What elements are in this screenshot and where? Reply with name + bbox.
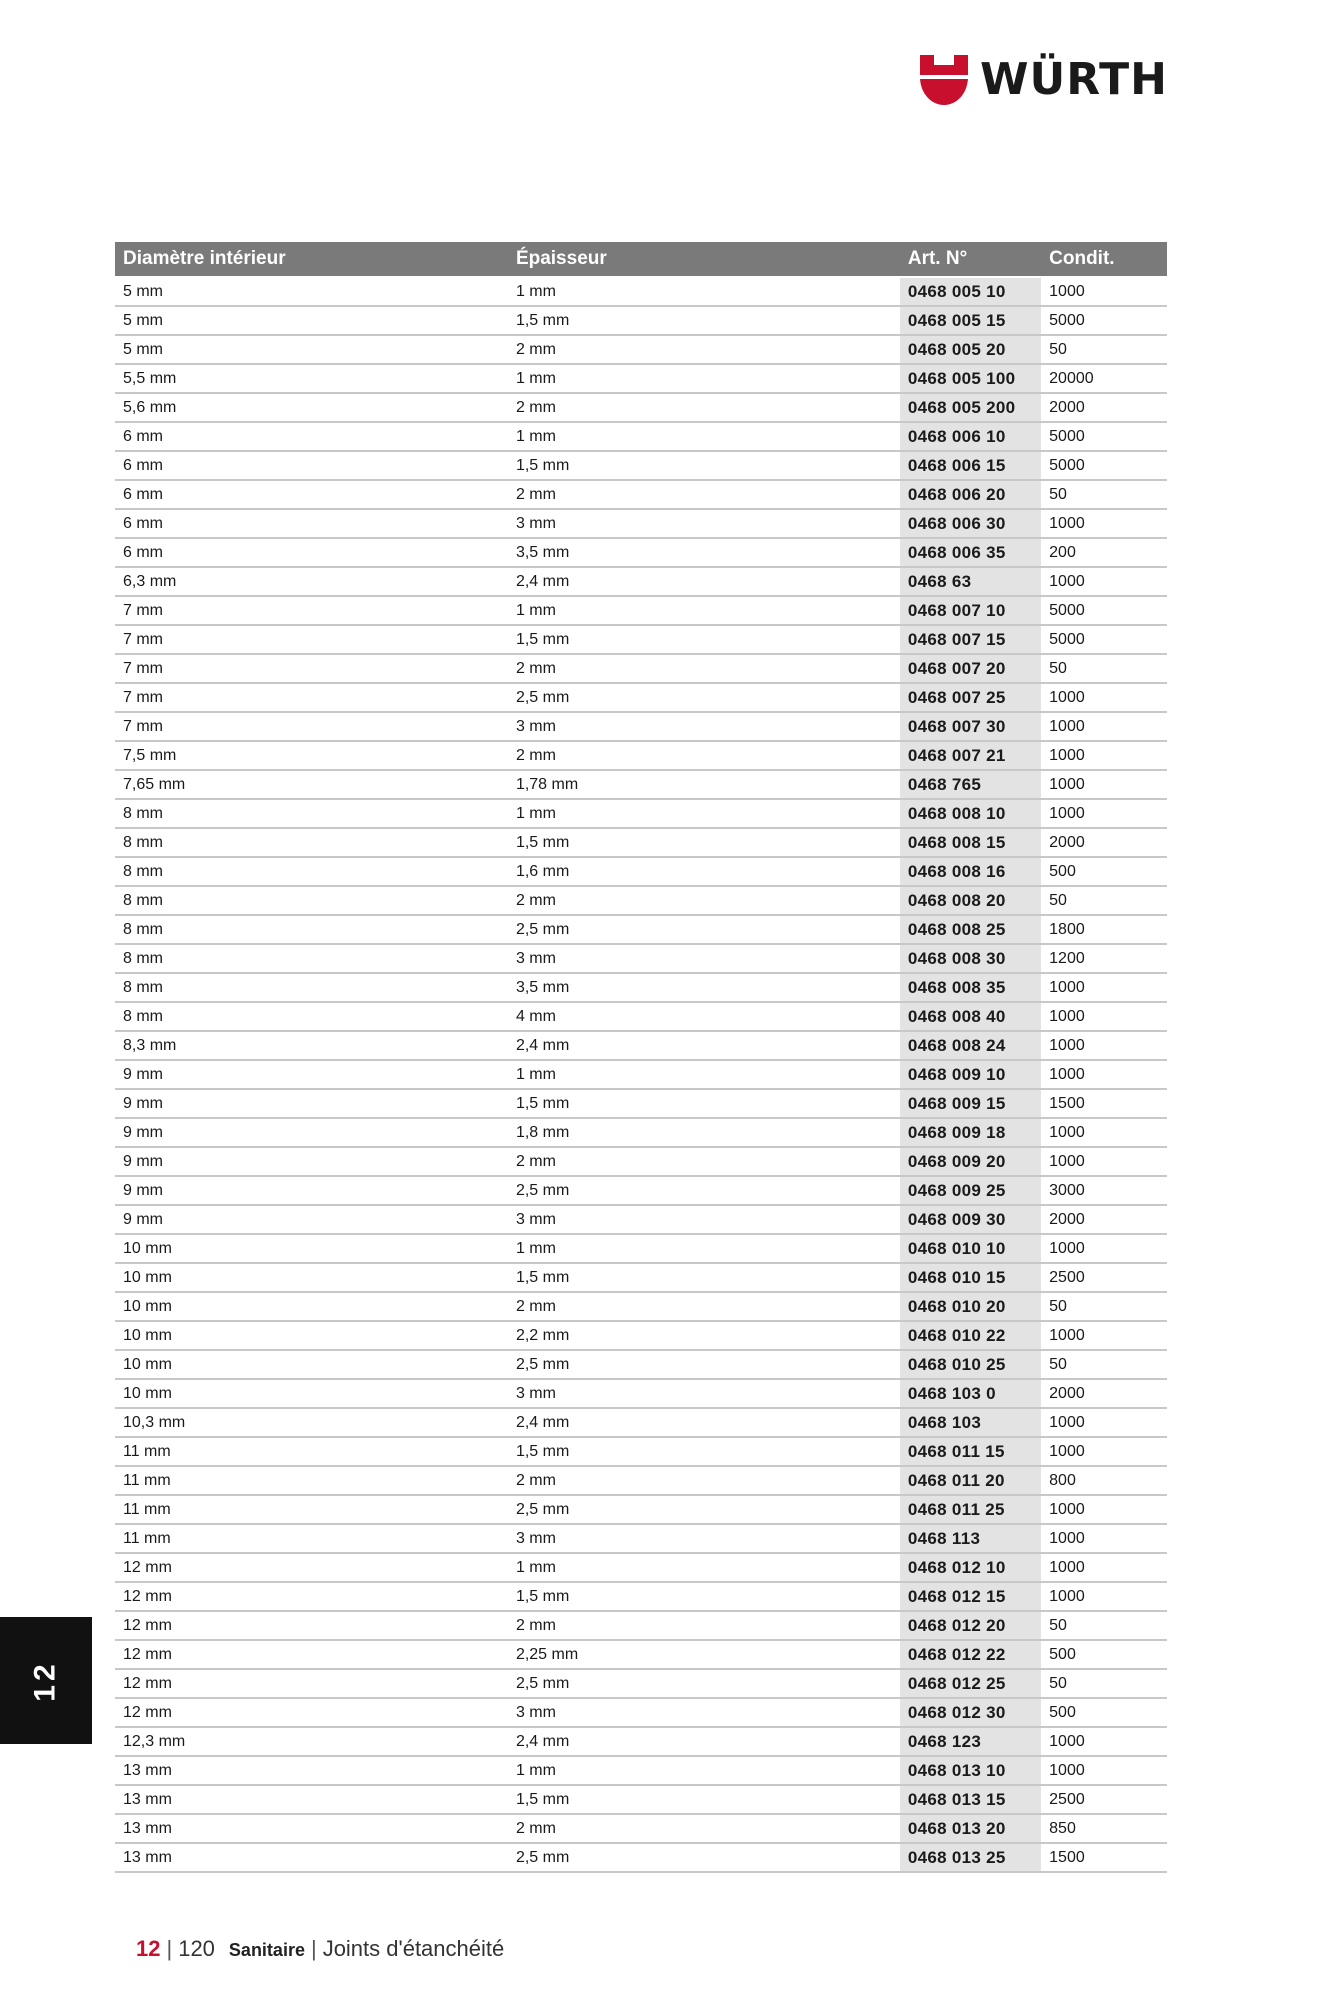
cell-inner-diameter: 9 mm xyxy=(115,1176,508,1205)
table-row xyxy=(115,1089,1167,1118)
table-row xyxy=(115,1437,1167,1466)
cell-inner-diameter: 10,3 mm xyxy=(115,1408,508,1437)
cell-inner-diameter: 9 mm xyxy=(115,1205,508,1234)
cell-article-number: 0468 011 25 xyxy=(900,1495,1041,1524)
table-row xyxy=(115,1234,1167,1263)
cell-packaging: 1000 xyxy=(1041,1437,1167,1466)
table-row xyxy=(115,886,1167,915)
cell-packaging: 5000 xyxy=(1041,625,1167,654)
cell-packaging: 1000 xyxy=(1041,973,1167,1002)
cell-packaging: 50 xyxy=(1041,335,1167,364)
cell-thickness: 2,5 mm xyxy=(508,915,900,944)
cell-article-number: 0468 103 xyxy=(900,1408,1041,1437)
table-row xyxy=(115,683,1167,712)
table-row xyxy=(115,973,1167,1002)
cell-inner-diameter: 12 mm xyxy=(115,1582,508,1611)
cell-thickness: 2,5 mm xyxy=(508,1843,900,1872)
cell-inner-diameter: 5 mm xyxy=(115,306,508,335)
cell-inner-diameter: 8 mm xyxy=(115,915,508,944)
cell-inner-diameter: 7 mm xyxy=(115,654,508,683)
cell-article-number: 0468 113 xyxy=(900,1524,1041,1553)
cell-thickness: 3 mm xyxy=(508,1205,900,1234)
cell-thickness: 3 mm xyxy=(508,712,900,741)
cell-inner-diameter: 9 mm xyxy=(115,1060,508,1089)
cell-article-number: 0468 010 22 xyxy=(900,1321,1041,1350)
cell-thickness: 3 mm xyxy=(508,944,900,973)
cell-inner-diameter: 8 mm xyxy=(115,944,508,973)
table-row xyxy=(115,1060,1167,1089)
cell-packaging: 1000 xyxy=(1041,712,1167,741)
cell-thickness: 2,4 mm xyxy=(508,1408,900,1437)
table-row xyxy=(115,509,1167,538)
table-row xyxy=(115,944,1167,973)
cell-thickness: 2,5 mm xyxy=(508,683,900,712)
cell-packaging: 1000 xyxy=(1041,1495,1167,1524)
brand-logo xyxy=(920,54,1168,106)
cell-article-number: 0468 011 15 xyxy=(900,1437,1041,1466)
cell-packaging: 50 xyxy=(1041,1292,1167,1321)
cell-packaging: 1200 xyxy=(1041,944,1167,973)
cell-thickness: 2 mm xyxy=(508,1292,900,1321)
table-row xyxy=(115,625,1167,654)
table-row xyxy=(115,712,1167,741)
cell-article-number: 0468 013 20 xyxy=(900,1814,1041,1843)
cell-thickness: 2,5 mm xyxy=(508,1350,900,1379)
cell-inner-diameter: 10 mm xyxy=(115,1234,508,1263)
cell-packaging: 500 xyxy=(1041,1698,1167,1727)
table-row xyxy=(115,538,1167,567)
cell-thickness: 1,5 mm xyxy=(508,306,900,335)
cell-thickness: 1,5 mm xyxy=(508,828,900,857)
cell-article-number: 0468 765 xyxy=(900,770,1041,799)
table-row xyxy=(115,1785,1167,1814)
footer-page-number: 120 xyxy=(178,1936,215,1961)
cell-inner-diameter: 11 mm xyxy=(115,1495,508,1524)
cell-inner-diameter: 13 mm xyxy=(115,1785,508,1814)
cell-thickness: 3,5 mm xyxy=(508,538,900,567)
cell-packaging: 50 xyxy=(1041,654,1167,683)
cell-packaging: 1000 xyxy=(1041,567,1167,596)
cell-packaging: 1000 xyxy=(1041,683,1167,712)
cell-inner-diameter: 7 mm xyxy=(115,683,508,712)
cell-thickness: 1,5 mm xyxy=(508,451,900,480)
cell-packaging: 1000 xyxy=(1041,277,1167,306)
cell-inner-diameter: 6,3 mm xyxy=(115,567,508,596)
cell-packaging: 20000 xyxy=(1041,364,1167,393)
cell-thickness: 1,5 mm xyxy=(508,1785,900,1814)
table-row xyxy=(115,1495,1167,1524)
cell-thickness: 1 mm xyxy=(508,799,900,828)
table-row xyxy=(115,915,1167,944)
cell-article-number: 0468 006 10 xyxy=(900,422,1041,451)
cell-packaging: 1000 xyxy=(1041,770,1167,799)
cell-thickness: 4 mm xyxy=(508,1002,900,1031)
cell-packaging: 1000 xyxy=(1041,1553,1167,1582)
cell-inner-diameter: 10 mm xyxy=(115,1321,508,1350)
cell-thickness: 1 mm xyxy=(508,277,900,306)
cell-packaging: 5000 xyxy=(1041,596,1167,625)
cell-article-number: 0468 009 15 xyxy=(900,1089,1041,1118)
table-row xyxy=(115,770,1167,799)
cell-article-number: 0468 007 25 xyxy=(900,683,1041,712)
cell-thickness: 1,5 mm xyxy=(508,1263,900,1292)
cell-thickness: 1 mm xyxy=(508,1060,900,1089)
footer-section: Joints d'étanchéité xyxy=(322,1936,505,1961)
cell-thickness: 1,5 mm xyxy=(508,625,900,654)
cell-article-number: 0468 008 25 xyxy=(900,915,1041,944)
cell-inner-diameter: 10 mm xyxy=(115,1350,508,1379)
table-row xyxy=(115,741,1167,770)
cell-article-number: 0468 007 15 xyxy=(900,625,1041,654)
cell-thickness: 2 mm xyxy=(508,480,900,509)
cell-thickness: 1,5 mm xyxy=(508,1089,900,1118)
cell-inner-diameter: 7 mm xyxy=(115,596,508,625)
cell-packaging: 1500 xyxy=(1041,1843,1167,1872)
table-row xyxy=(115,1669,1167,1698)
cell-thickness: 1,5 mm xyxy=(508,1582,900,1611)
table-row xyxy=(115,1031,1167,1060)
cell-article-number: 0468 012 22 xyxy=(900,1640,1041,1669)
cell-packaging: 800 xyxy=(1041,1466,1167,1495)
cell-article-number: 0468 006 30 xyxy=(900,509,1041,538)
cell-inner-diameter: 13 mm xyxy=(115,1814,508,1843)
cell-packaging: 1000 xyxy=(1041,1002,1167,1031)
cell-article-number: 0468 005 15 xyxy=(900,306,1041,335)
cell-article-number: 0468 005 10 xyxy=(900,277,1041,306)
table-row xyxy=(115,828,1167,857)
cell-article-number: 0468 008 24 xyxy=(900,1031,1041,1060)
cell-packaging: 5000 xyxy=(1041,422,1167,451)
cell-article-number: 0468 013 10 xyxy=(900,1756,1041,1785)
cell-article-number: 0468 012 20 xyxy=(900,1611,1041,1640)
table-row xyxy=(115,1756,1167,1785)
cell-inner-diameter: 8 mm xyxy=(115,1002,508,1031)
cell-article-number: 0468 008 20 xyxy=(900,886,1041,915)
table-row xyxy=(115,1553,1167,1582)
cell-article-number: 0468 013 15 xyxy=(900,1785,1041,1814)
cell-packaging: 2000 xyxy=(1041,1379,1167,1408)
cell-inner-diameter: 8 mm xyxy=(115,799,508,828)
cell-packaging: 5000 xyxy=(1041,451,1167,480)
cell-inner-diameter: 7 mm xyxy=(115,712,508,741)
table-row xyxy=(115,1321,1167,1350)
cell-thickness: 2,5 mm xyxy=(508,1176,900,1205)
cell-thickness: 2 mm xyxy=(508,393,900,422)
cell-thickness: 1 mm xyxy=(508,1553,900,1582)
cell-packaging: 1000 xyxy=(1041,1321,1167,1350)
cell-packaging: 1000 xyxy=(1041,1408,1167,1437)
cell-inner-diameter: 11 mm xyxy=(115,1437,508,1466)
cell-article-number: 0468 009 25 xyxy=(900,1176,1041,1205)
cell-inner-diameter: 11 mm xyxy=(115,1524,508,1553)
cell-packaging: 50 xyxy=(1041,1669,1167,1698)
cell-thickness: 1 mm xyxy=(508,364,900,393)
cell-packaging: 1000 xyxy=(1041,741,1167,770)
cell-thickness: 1 mm xyxy=(508,1234,900,1263)
cell-thickness: 1,78 mm xyxy=(508,770,900,799)
cell-inner-diameter: 7,65 mm xyxy=(115,770,508,799)
cell-thickness: 2 mm xyxy=(508,1147,900,1176)
cell-thickness: 2 mm xyxy=(508,1611,900,1640)
wurth-emblem-icon xyxy=(920,55,968,105)
footer-category: Sanitaire xyxy=(228,1940,305,1960)
cell-packaging: 2000 xyxy=(1041,393,1167,422)
cell-inner-diameter: 13 mm xyxy=(115,1756,508,1785)
cell-article-number: 0468 012 15 xyxy=(900,1582,1041,1611)
table-row xyxy=(115,1292,1167,1321)
cell-inner-diameter: 8 mm xyxy=(115,886,508,915)
cell-article-number: 0468 011 20 xyxy=(900,1466,1041,1495)
table-row xyxy=(115,1350,1167,1379)
cell-inner-diameter: 11 mm xyxy=(115,1466,508,1495)
cell-thickness: 2 mm xyxy=(508,741,900,770)
cell-thickness: 1 mm xyxy=(508,422,900,451)
cell-article-number: 0468 008 16 xyxy=(900,857,1041,886)
table-row xyxy=(115,1379,1167,1408)
cell-packaging: 1000 xyxy=(1041,1756,1167,1785)
cell-article-number: 0468 012 30 xyxy=(900,1698,1041,1727)
cell-article-number: 0468 006 15 xyxy=(900,451,1041,480)
cell-article-number: 0468 006 20 xyxy=(900,480,1041,509)
table-row xyxy=(115,1176,1167,1205)
cell-thickness: 3,5 mm xyxy=(508,973,900,1002)
cell-packaging: 5000 xyxy=(1041,306,1167,335)
cell-inner-diameter: 13 mm xyxy=(115,1843,508,1872)
table-row xyxy=(115,393,1167,422)
cell-thickness: 1,8 mm xyxy=(508,1118,900,1147)
table-row xyxy=(115,422,1167,451)
cell-article-number: 0468 008 15 xyxy=(900,828,1041,857)
cell-packaging: 1000 xyxy=(1041,1727,1167,1756)
cell-inner-diameter: 12,3 mm xyxy=(115,1727,508,1756)
cell-article-number: 0468 103 0 xyxy=(900,1379,1041,1408)
footer-chapter: 12 xyxy=(136,1936,161,1961)
brand-name: WÜRTH xyxy=(980,54,1169,105)
cell-article-number: 0468 007 30 xyxy=(900,712,1041,741)
header-packaging: Condit. xyxy=(1041,242,1167,277)
cell-packaging: 1000 xyxy=(1041,1031,1167,1060)
cell-article-number: 0468 010 20 xyxy=(900,1292,1041,1321)
cell-article-number: 0468 010 15 xyxy=(900,1263,1041,1292)
cell-inner-diameter: 5,5 mm xyxy=(115,364,508,393)
cell-article-number: 0468 008 10 xyxy=(900,799,1041,828)
table-row xyxy=(115,364,1167,393)
chapter-tab xyxy=(0,1617,92,1744)
cell-thickness: 2 mm xyxy=(508,1814,900,1843)
cell-inner-diameter: 8 mm xyxy=(115,973,508,1002)
footer-separator: | xyxy=(310,1936,317,1961)
cell-packaging: 2000 xyxy=(1041,828,1167,857)
cell-inner-diameter: 6 mm xyxy=(115,422,508,451)
cell-packaging: 2500 xyxy=(1041,1263,1167,1292)
cell-packaging: 1000 xyxy=(1041,1118,1167,1147)
table-row xyxy=(115,799,1167,828)
table-row xyxy=(115,1263,1167,1292)
table-row xyxy=(115,1727,1167,1756)
table-row xyxy=(115,1640,1167,1669)
cell-article-number: 0468 012 25 xyxy=(900,1669,1041,1698)
cell-thickness: 2 mm xyxy=(508,1466,900,1495)
cell-inner-diameter: 5,6 mm xyxy=(115,393,508,422)
cell-packaging: 1000 xyxy=(1041,1582,1167,1611)
cell-thickness: 1,6 mm xyxy=(508,857,900,886)
cell-article-number: 0468 009 18 xyxy=(900,1118,1041,1147)
cell-packaging: 50 xyxy=(1041,1611,1167,1640)
cell-article-number: 0468 010 10 xyxy=(900,1234,1041,1263)
cell-article-number: 0468 008 40 xyxy=(900,1002,1041,1031)
cell-article-number: 0468 010 25 xyxy=(900,1350,1041,1379)
cell-thickness: 2 mm xyxy=(508,886,900,915)
cell-article-number: 0468 63 xyxy=(900,567,1041,596)
table-header-row xyxy=(115,242,1167,277)
cell-packaging: 1500 xyxy=(1041,1089,1167,1118)
table-row xyxy=(115,1611,1167,1640)
cell-packaging: 1000 xyxy=(1041,1524,1167,1553)
table-row xyxy=(115,335,1167,364)
cell-inner-diameter: 12 mm xyxy=(115,1640,508,1669)
cell-article-number: 0468 013 25 xyxy=(900,1843,1041,1872)
cell-inner-diameter: 6 mm xyxy=(115,451,508,480)
table-body xyxy=(115,277,1167,1872)
cell-article-number: 0468 007 21 xyxy=(900,741,1041,770)
cell-inner-diameter: 12 mm xyxy=(115,1611,508,1640)
cell-packaging: 1000 xyxy=(1041,509,1167,538)
chapter-tab-label: 12 xyxy=(29,1659,62,1702)
cell-inner-diameter: 7 mm xyxy=(115,625,508,654)
cell-article-number: 0468 009 20 xyxy=(900,1147,1041,1176)
cell-inner-diameter: 9 mm xyxy=(115,1118,508,1147)
table-row xyxy=(115,1524,1167,1553)
table-row xyxy=(115,1843,1167,1872)
cell-thickness: 3 mm xyxy=(508,509,900,538)
cell-article-number: 0468 123 xyxy=(900,1727,1041,1756)
cell-packaging: 2000 xyxy=(1041,1205,1167,1234)
cell-inner-diameter: 10 mm xyxy=(115,1263,508,1292)
header-article-number: Art. N° xyxy=(900,242,1041,277)
table-row xyxy=(115,857,1167,886)
table-row xyxy=(115,1118,1167,1147)
cell-thickness: 2,2 mm xyxy=(508,1321,900,1350)
cell-packaging: 1800 xyxy=(1041,915,1167,944)
cell-inner-diameter: 12 mm xyxy=(115,1698,508,1727)
cell-inner-diameter: 6 mm xyxy=(115,480,508,509)
cell-article-number: 0468 008 30 xyxy=(900,944,1041,973)
table-row xyxy=(115,480,1167,509)
cell-article-number: 0468 005 100 xyxy=(900,364,1041,393)
table-row xyxy=(115,654,1167,683)
cell-thickness: 2,5 mm xyxy=(508,1495,900,1524)
footer-separator: | xyxy=(166,1936,173,1961)
cell-thickness: 2 mm xyxy=(508,335,900,364)
cell-thickness: 2,25 mm xyxy=(508,1640,900,1669)
cell-thickness: 1 mm xyxy=(508,596,900,625)
table-row xyxy=(115,1814,1167,1843)
cell-packaging: 1000 xyxy=(1041,799,1167,828)
cell-packaging: 500 xyxy=(1041,1640,1167,1669)
table-row xyxy=(115,1466,1167,1495)
cell-article-number: 0468 007 10 xyxy=(900,596,1041,625)
cell-packaging: 50 xyxy=(1041,480,1167,509)
cell-inner-diameter: 8 mm xyxy=(115,857,508,886)
cell-thickness: 2 mm xyxy=(508,654,900,683)
cell-inner-diameter: 5 mm xyxy=(115,277,508,306)
cell-packaging: 200 xyxy=(1041,538,1167,567)
cell-inner-diameter: 8,3 mm xyxy=(115,1031,508,1060)
cell-article-number: 0468 005 20 xyxy=(900,335,1041,364)
cell-packaging: 50 xyxy=(1041,1350,1167,1379)
cell-packaging: 850 xyxy=(1041,1814,1167,1843)
cell-inner-diameter: 10 mm xyxy=(115,1379,508,1408)
table-row xyxy=(115,1698,1167,1727)
cell-packaging: 1000 xyxy=(1041,1234,1167,1263)
table-row xyxy=(115,277,1167,306)
cell-packaging: 2500 xyxy=(1041,1785,1167,1814)
cell-inner-diameter: 10 mm xyxy=(115,1292,508,1321)
cell-packaging: 3000 xyxy=(1041,1176,1167,1205)
cell-inner-diameter: 12 mm xyxy=(115,1553,508,1582)
table-row xyxy=(115,596,1167,625)
cell-article-number: 0468 006 35 xyxy=(900,538,1041,567)
cell-inner-diameter: 6 mm xyxy=(115,509,508,538)
cell-article-number: 0468 009 30 xyxy=(900,1205,1041,1234)
table-row xyxy=(115,1582,1167,1611)
cell-packaging: 1000 xyxy=(1041,1147,1167,1176)
cell-packaging: 50 xyxy=(1041,886,1167,915)
cell-article-number: 0468 009 10 xyxy=(900,1060,1041,1089)
cell-thickness: 1,5 mm xyxy=(508,1437,900,1466)
cell-article-number: 0468 008 35 xyxy=(900,973,1041,1002)
cell-inner-diameter: 9 mm xyxy=(115,1147,508,1176)
cell-thickness: 2,4 mm xyxy=(508,1031,900,1060)
cell-inner-diameter: 12 mm xyxy=(115,1669,508,1698)
cell-article-number: 0468 007 20 xyxy=(900,654,1041,683)
page-footer xyxy=(136,1936,504,1962)
cell-thickness: 3 mm xyxy=(508,1698,900,1727)
cell-inner-diameter: 9 mm xyxy=(115,1089,508,1118)
product-table xyxy=(115,242,1167,1873)
cell-article-number: 0468 005 200 xyxy=(900,393,1041,422)
cell-thickness: 1 mm xyxy=(508,1756,900,1785)
table-row xyxy=(115,1002,1167,1031)
table-row xyxy=(115,306,1167,335)
header-inner-diameter: Diamètre intérieur xyxy=(115,242,508,277)
table-row xyxy=(115,451,1167,480)
table-row xyxy=(115,567,1167,596)
cell-packaging: 500 xyxy=(1041,857,1167,886)
cell-inner-diameter: 7,5 mm xyxy=(115,741,508,770)
cell-thickness: 3 mm xyxy=(508,1379,900,1408)
cell-thickness: 3 mm xyxy=(508,1524,900,1553)
cell-inner-diameter: 5 mm xyxy=(115,335,508,364)
table-row xyxy=(115,1147,1167,1176)
cell-thickness: 2,5 mm xyxy=(508,1669,900,1698)
table-row xyxy=(115,1205,1167,1234)
cell-inner-diameter: 6 mm xyxy=(115,538,508,567)
header-thickness: Épaisseur xyxy=(508,242,900,277)
cell-inner-diameter: 8 mm xyxy=(115,828,508,857)
cell-thickness: 2,4 mm xyxy=(508,567,900,596)
cell-packaging: 1000 xyxy=(1041,1060,1167,1089)
table-row xyxy=(115,1408,1167,1437)
cell-thickness: 2,4 mm xyxy=(508,1727,900,1756)
cell-article-number: 0468 012 10 xyxy=(900,1553,1041,1582)
